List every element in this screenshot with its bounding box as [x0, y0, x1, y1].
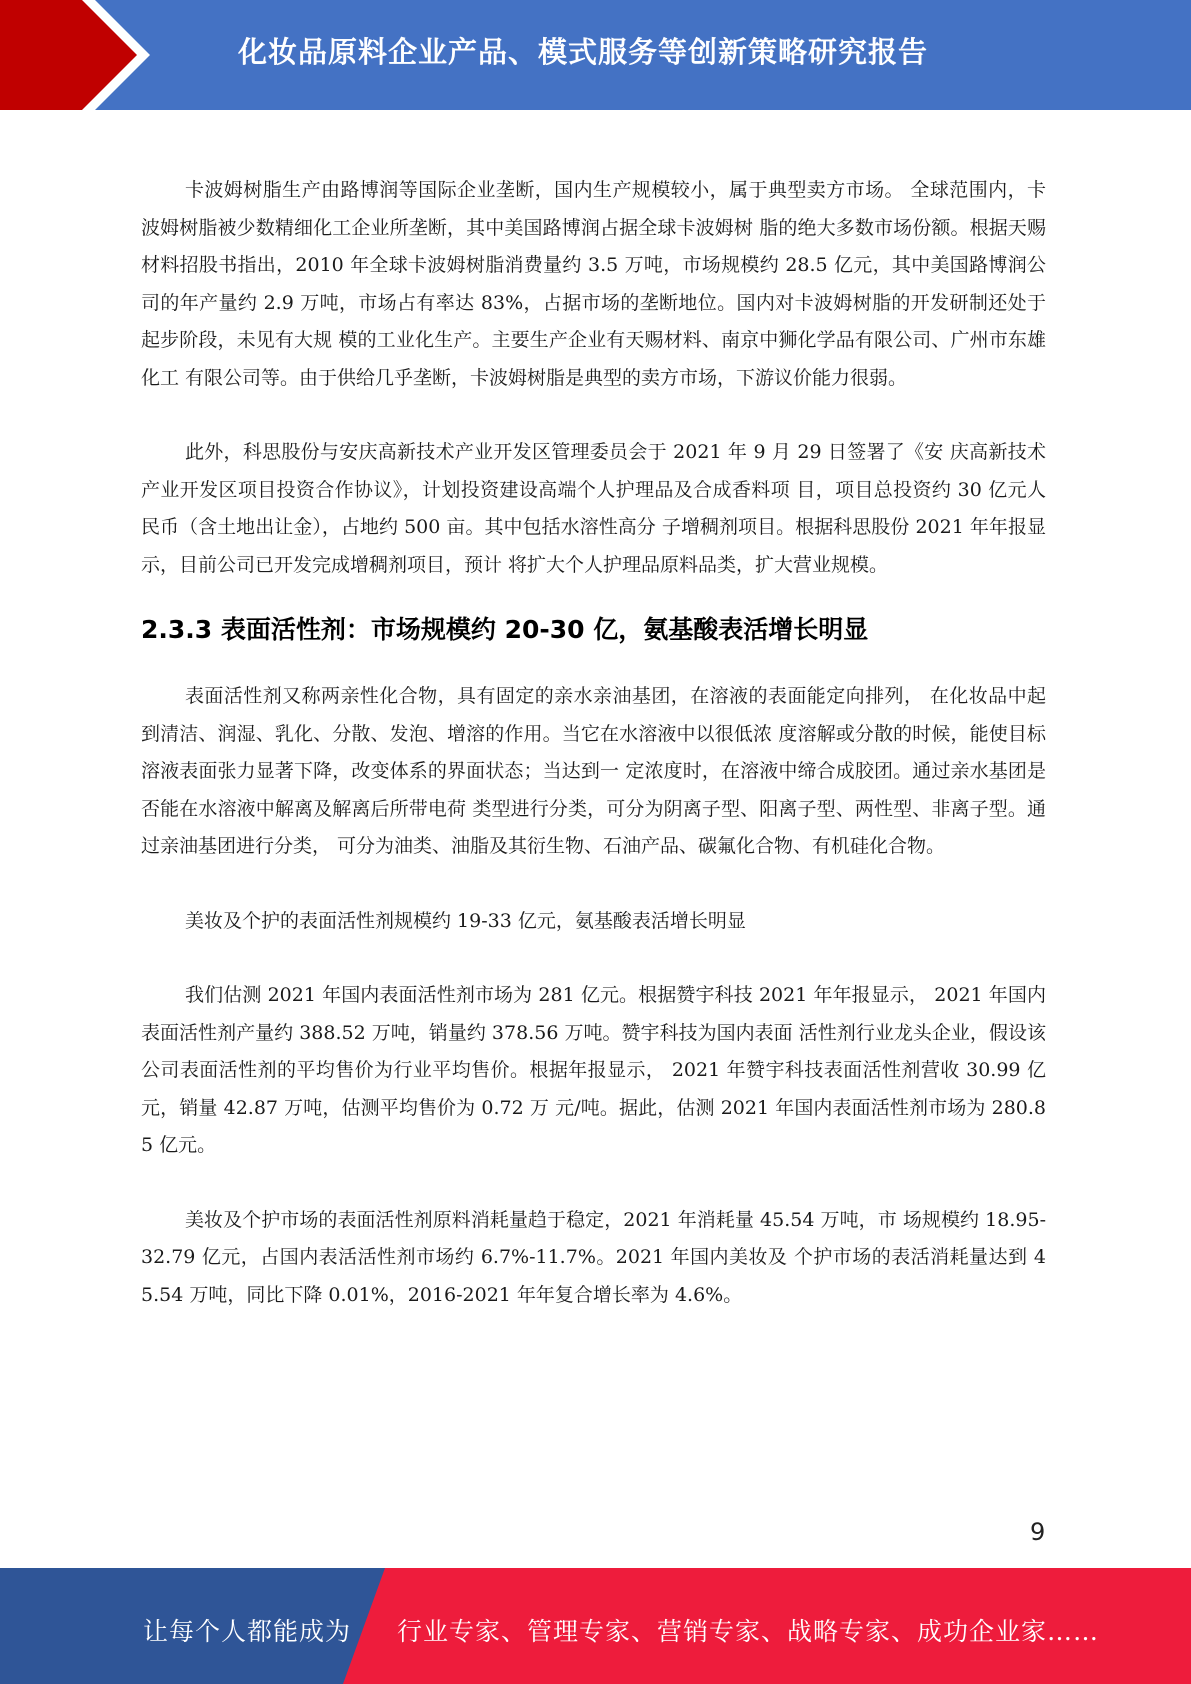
section-heading: 2.3.3 表面活性剂：市场规模约 20-30 亿，氨基酸表活增长明显	[141, 615, 869, 644]
paragraph-domestic-market-estimate: 我们估测 2021 年国内表面活性剂市场为 281 亿元。根据赞宇科技 2021 年年报显示， 2021 年国内表面活性剂产量约 388.52 万吨，销量约 378.56 万吨。赞宇科技为国内表面 活性剂行业龙头企业，假设该公司表面活性剂的平均售价为行业平均售价。根据年报显示， 2021 年赞宇科技表面活性剂营收 30.99 亿元，销量 42.87 万吨，估测平均售价为 0.72 万 元/吨。据此，估测 2021 年国内表面活性剂市场为 280.85 亿元。	[141, 984, 1046, 1156]
paragraph-surfactant-definition: 表面活性剂又称两亲性化合物，具有固定的亲水亲油基团，在溶液的表面能定向排列， 在化妆品中起到清洁、润湿、乳化、分散、发泡、增溶的作用。当它在水溶液中以很低浓 度溶解或分散的时候，能使目标溶液表面张力显著下降，改变体系的界面状态；当达到一 定浓度时，在溶液中缔合成胶团。通过亲水基团是否能在水溶液中解离及解离后所带电荷 类型进行分类，可分为阴离子型、阳离子型、两性型、非离子型。通过亲油基团进行分类， 可分为油类、油脂及其衍生物、石油产品、碳氟化合物、有机硅化合物。	[141, 685, 1046, 857]
paragraph-consumption-trend: 美妆及个护市场的表面活性剂原料消耗量趋于稳定，2021 年消耗量 45.54 万吨，市 场规模约 18.95-32.79 亿元，占国内表活活性剂市场约 6.7%-11.7%。2021 年国内美妆及 个护市场的表活消耗量达到 45.54 万吨，同比下降 0.01%，2016-2021 年年复合增长率为 4.6%。	[141, 1208, 1046, 1306]
footer-slogan-right: 行业专家、管理专家、营销专家、战略专家、成功企业家……	[397, 1617, 1100, 1646]
page-footer-banner	[0, 1568, 1191, 1684]
paragraph-surfactant-scale: 美妆及个护的表面活性剂规模约 19-33 亿元，氨基酸表活增长明显	[185, 909, 746, 932]
document-body	[141, 172, 1046, 1314]
header-arrow-decoration	[0, 0, 150, 110]
report-title: 化妆品原料企业产品、模式服务等创新策略研究报告	[238, 35, 929, 69]
page-number: 9	[1030, 1518, 1046, 1546]
paragraph-cosmos-investment: 此外，科思股份与安庆高新技术产业开发区管理委员会于 2021 年 9 月 29 日签署了《安 庆高新技术产业开发区项目投资合作协议》，计划投资建设高端个人护理品及合成香料项 目，项目总投资约 30 亿元人民币（含土地出让金），占地约 500 亩。其中包括水溶性高分 子增稠剂项目。根据科思股份 2021 年年报显示，目前公司已开发完成增稠剂项目，预计 将扩大个人护理品原料品类，扩大营业规模。	[141, 441, 1046, 576]
footer-slogan-left: 让每个人都能成为	[143, 1617, 352, 1646]
page-header-banner	[0, 0, 1191, 110]
paragraph-carbomer-market: 卡波姆树脂生产由路博润等国际企业垄断，国内生产规模较小，属于典型卖方市场。 全球范围内，卡波姆树脂被少数精细化工企业所垄断，其中美国路博润占据全球卡波姆树 脂的绝大多数市场份额。根据天赐材料招股书指出，2010 年全球卡波姆树脂消费量约 3.5 万吨，市场规模约 28.5 亿元，其中美国路博润公司的年产量约 2.9 万吨，市场占有率达 83%，占据市场的垄断地位。国内对卡波姆树脂的开发研制还处于起步阶段，未见有大规 模的工业化生产。主要生产企业有天赐材料、南京中狮化学品有限公司、广州市东雄化工 有限公司等。由于供给几乎垄断，卡波姆树脂是典型的卖方市场，下游议价能力很弱。	[141, 179, 1046, 389]
